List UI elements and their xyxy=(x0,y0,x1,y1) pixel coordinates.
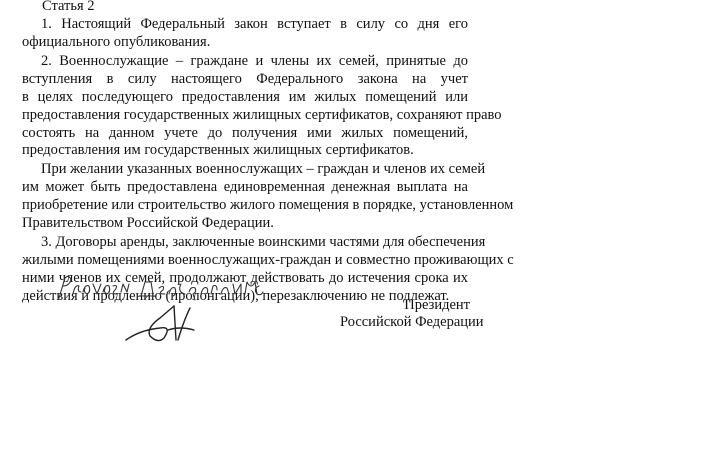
handwritten-note-image xyxy=(55,270,265,304)
paragraph-4-line: 3. Договоры аренды, заключенные воинскими частями для обеспечения xyxy=(41,234,486,250)
paragraph-4-line: действия и продлению (пролонгации), перезаключению не подлежат. xyxy=(22,288,450,304)
paragraph-2-line: предоставления государственных жилищных сертификатов, сохраняют право xyxy=(22,107,502,123)
signature-block xyxy=(340,297,484,331)
paragraph-1-line: 1. Настоящий Федеральный закон вступает в силу со дня его xyxy=(41,16,468,32)
signatory-subtitle: Российской Федерации xyxy=(340,314,484,330)
paragraph-2-line: предоставления им государственных жилищных сертификатов. xyxy=(22,142,414,158)
paragraph-2-line: в целях последующего предоставления им жилых помещений или xyxy=(22,89,468,105)
signatory-title: Президент xyxy=(404,297,470,313)
paragraph-3-line: При желании указанных военнослужащих – граждан и членов их семей xyxy=(41,161,486,177)
paragraph-3-line: Правительством Российской Федерации. xyxy=(22,215,274,231)
signature-image xyxy=(120,300,220,342)
paragraph-2-line: 2. Военнослужащие – граждане и члены их семей, принятые до xyxy=(41,53,468,69)
paragraph-2-line: вступления в силу настоящего Федерального закона на учет xyxy=(22,71,468,87)
paragraph-2-line: состоять на данном учете до получения ими жилых помещений, xyxy=(22,125,468,141)
paragraph-3-line: им может быть предоставлена единовременная денежная выплата на xyxy=(22,179,468,195)
paragraph-1-line: официального опубликования. xyxy=(22,34,211,50)
article-title: Статья 2 xyxy=(42,0,95,14)
paragraph-3-line: приобретение или строительство жилого помещения в порядке, установленном xyxy=(22,197,514,213)
paragraph-4-line: жилыми помещениями военнослужащих-граждан и совместно проживающих с xyxy=(22,252,514,268)
paragraph-4-line: ними членов их семей, продолжают действовать до истечения срока их xyxy=(22,270,468,286)
